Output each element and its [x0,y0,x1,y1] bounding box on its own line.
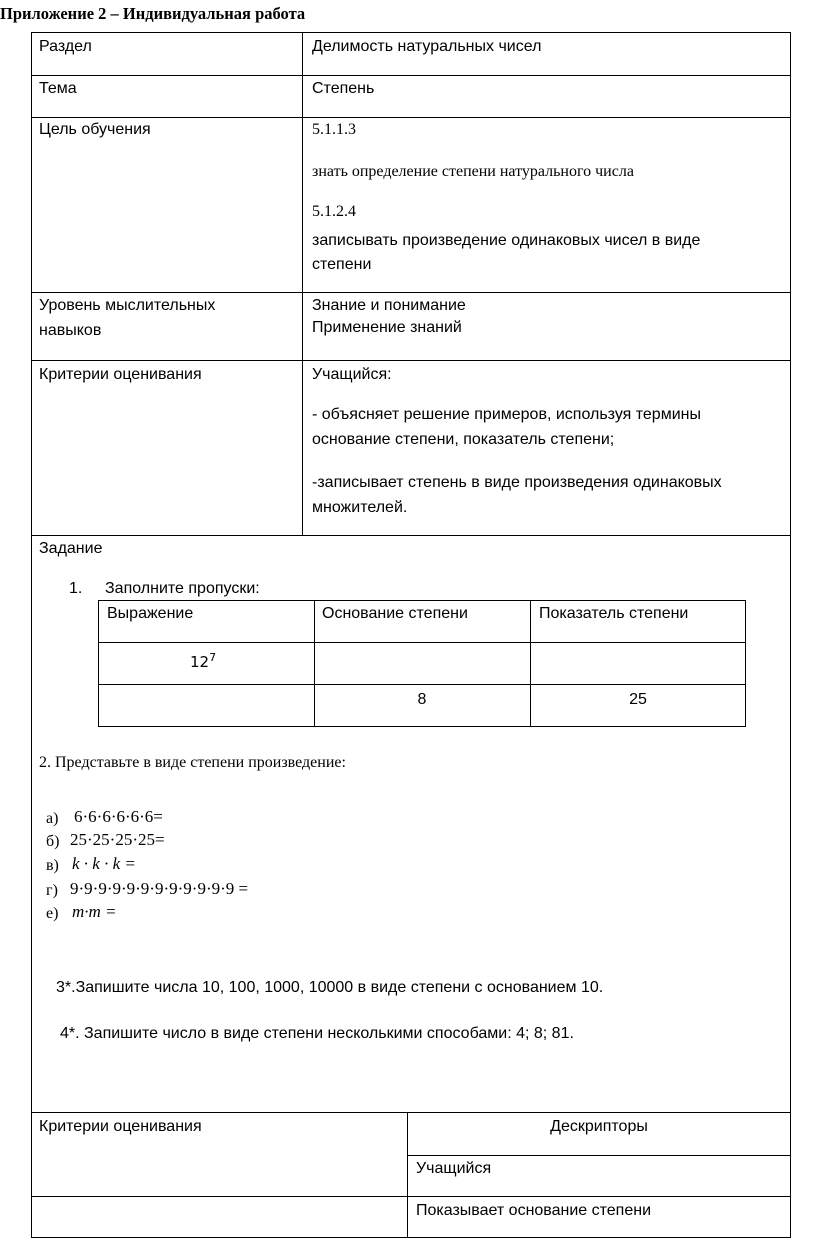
row-divider [407,1155,791,1156]
task-2-item-label: в) [46,857,59,874]
row-divider [31,117,791,118]
descriptor-1: Показывает основание степени [416,1202,652,1219]
criteria-2a: -записывает степень в виде произведения одинаковых [312,474,722,491]
goal-code-2: 5.1.2.4 [312,203,356,220]
level-value-b: Применение знаний [312,319,462,336]
row-divider [31,360,791,361]
task-4-text: 4*. Запишите число в виде степени несколькими способами: 4; 8; 81. [60,1025,574,1042]
goal-text-1: знать определение степени натурального числа [312,163,634,180]
level-label-a: Уровень мыслительных [39,297,216,314]
topic-value: Степень [312,80,375,97]
goal-text-2a: записывать произведение одинаковых чисел в виде [312,232,701,249]
task-2-item-expr: m·m = [72,902,117,921]
task-1-text: Заполните пропуски: [105,580,260,597]
task-2-item-label: б) [46,833,60,850]
descriptors-label: Дескрипторы [550,1118,648,1135]
criteria-2b: множителей. [312,499,408,516]
row-divider [31,1112,791,1113]
row-divider [31,75,791,76]
task-2-text: 2. Представьте в виде степени произведение: [39,754,346,771]
task-2-item-expr: 9·9·9·9·9·9·9·9·9·9·9·9 = [70,879,249,898]
criteria-student: Учащийся: [312,366,392,383]
row-divider [31,292,791,293]
fill-table-base: 8 [417,691,427,708]
criteria-1a: - объясняет решение примеров, используя термины [312,406,701,423]
task-2-item-label: г) [46,882,58,899]
goal-code-1: 5.1.1.3 [312,121,356,138]
level-value-a: Знание и понимание [312,297,466,314]
descriptor-student: Учащийся [416,1160,492,1177]
fill-table-divider [98,642,746,643]
task-2-item-expr: 6·6·6·6·6·6= [74,807,163,826]
task-2-item-label: е) [46,905,59,922]
task-2-item-expr: 25·25·25·25= [70,830,165,849]
fill-table-header: Показатель степени [539,605,689,622]
section-value: Делимость натуральных чисел [312,38,542,55]
criteria-1b: основание степени, показатель степени; [312,431,615,448]
task-label: Задание [39,540,103,557]
topic-label: Тема [39,80,77,97]
fill-table-header: Выражение [107,605,194,622]
row-divider [31,535,791,536]
fill-table-exponent: 25 [629,691,647,708]
fill-table-expression: $12^7$ [190,651,217,671]
page-title: Приложение 2 – Индивидуальная работа [0,4,306,23]
fill-table-header: Основание степени [322,605,468,622]
task-2-item-label: а) [46,810,59,827]
criteria-label: Критерии оценивания [39,366,202,383]
assessment-criteria-label: Критерии оценивания [39,1118,202,1135]
goal-label: Цель обучения [39,121,151,138]
section-label: Раздел [39,38,92,55]
row-divider [31,1196,791,1197]
task-3-text: 3*.Запишите числа 10, 100, 1000, 10000 в виде степени с основанием 10. [56,979,604,996]
task-1-number: 1. [69,580,83,597]
fill-table-divider [98,684,746,685]
column-divider [302,32,303,535]
goal-text-2b: степени [312,256,372,273]
task-2-item-expr: k · k · k = [72,854,136,873]
level-label-b: навыков [39,322,102,339]
